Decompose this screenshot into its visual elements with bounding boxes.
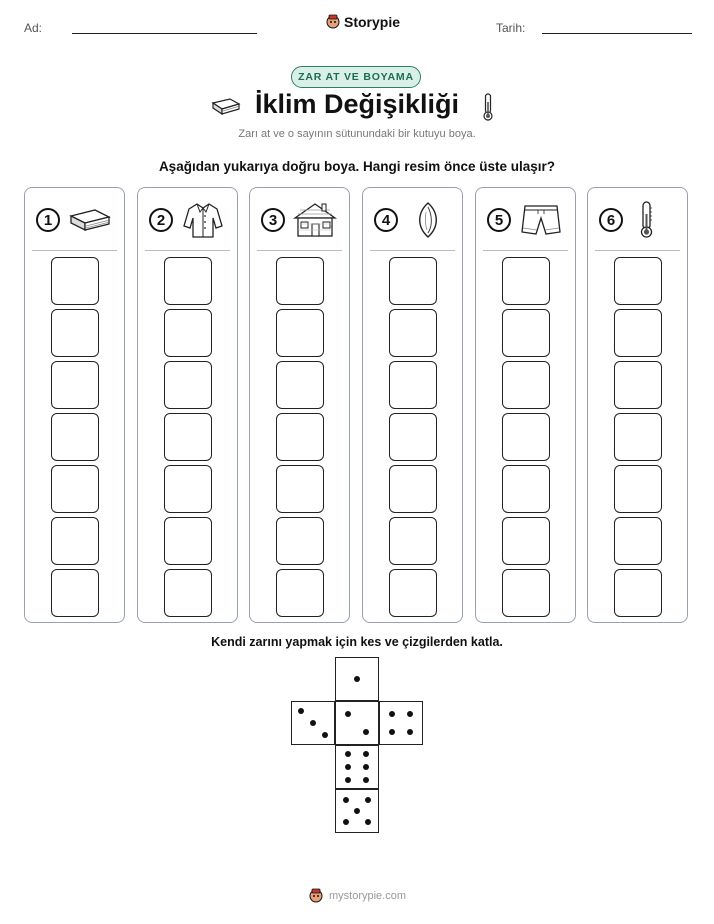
color-box[interactable] [164,465,212,513]
die-pip [354,676,360,682]
color-box[interactable] [389,257,437,305]
color-box[interactable] [389,361,437,409]
column-divider [145,250,230,251]
book-icon [67,200,113,240]
die-face-6 [335,745,379,789]
die-pip [345,711,351,717]
die-pip [365,797,371,803]
subtitle: Zarı at ve o sayının sütunundaki bir kutuyu boya. [238,128,476,140]
footer-url: mystorypie.com [328,890,407,902]
color-box[interactable] [164,517,212,565]
die-face-2 [335,701,379,745]
die-pip [345,751,351,757]
color-box[interactable] [164,569,212,617]
die-pip [343,819,349,825]
die-pip [354,808,360,814]
color-box[interactable] [51,361,99,409]
color-box[interactable] [389,413,437,461]
color-box[interactable] [502,361,550,409]
color-box[interactable] [51,413,99,461]
die-pip [363,764,369,770]
die-face-4 [379,701,423,745]
column-number: 2 [149,208,173,232]
color-box[interactable] [51,257,99,305]
color-box[interactable] [502,465,550,513]
die-pip [407,711,413,717]
color-box[interactable] [502,569,550,617]
color-box[interactable] [276,569,324,617]
house-icon [292,200,338,240]
date-line[interactable] [542,33,692,34]
column-5 [475,187,576,623]
footer [0,888,714,904]
name-line[interactable] [72,33,257,34]
color-box[interactable] [276,517,324,565]
column-6 [587,187,688,623]
die-face-1 [335,657,379,701]
column-2 [137,187,238,623]
column-divider [257,250,342,251]
instruction: Aşağıdan yukarıya doğru boya. Hangi resim önce üste ulaşır? [158,159,556,174]
die-face-5 [335,789,379,833]
column-header [250,188,349,250]
color-box[interactable] [389,465,437,513]
brand-name: Storypie [344,14,401,30]
color-box[interactable] [51,517,99,565]
thermometer-icon [630,200,676,240]
seed-icon [405,200,451,240]
die-pip [389,729,395,735]
column-number: 1 [36,208,60,232]
column-number: 6 [599,208,623,232]
color-box[interactable] [164,413,212,461]
column-number: 3 [261,208,285,232]
column-divider [483,250,568,251]
color-box[interactable] [51,465,99,513]
thermometer-icon [481,92,495,122]
color-box[interactable] [502,517,550,565]
color-box[interactable] [502,309,550,357]
column-divider [370,250,455,251]
column-header [588,188,687,250]
die-pip [363,777,369,783]
color-box[interactable] [614,413,662,461]
date-label: Tarih: [496,21,526,35]
storypie-mascot-icon [326,14,340,30]
color-box[interactable] [164,309,212,357]
color-box[interactable] [51,309,99,357]
column-divider [595,250,680,251]
color-box[interactable] [276,465,324,513]
color-box[interactable] [164,361,212,409]
color-box[interactable] [389,569,437,617]
color-box[interactable] [614,257,662,305]
die-pip [365,819,371,825]
die-pip [310,720,316,726]
die-pip [345,764,351,770]
brand-logo [326,14,400,30]
color-box[interactable] [614,569,662,617]
die-pip [322,732,328,738]
activity-badge: ZAR AT VE BOYAMA [291,66,421,88]
color-box[interactable] [276,309,324,357]
column-4 [362,187,463,623]
color-box[interactable] [614,517,662,565]
color-box[interactable] [389,517,437,565]
color-box[interactable] [276,361,324,409]
die-pip [298,708,304,714]
die-pip [407,729,413,735]
die-face-3 [291,701,335,745]
coat-icon [180,200,226,240]
die-pip [343,797,349,803]
column-3 [249,187,350,623]
die-pip [345,777,351,783]
column-number: 5 [487,208,511,232]
shorts-icon [518,200,564,240]
page-title: İklim Değişikliği [254,89,460,119]
column-header [363,188,462,250]
color-box[interactable] [502,257,550,305]
color-box[interactable] [614,465,662,513]
column-header [138,188,237,250]
cut-instruction: Kendi zarını yapmak için kes ve çizgilerden katla. [211,635,503,649]
column-header [25,188,124,250]
die-pip [389,711,395,717]
storypie-mascot-icon [308,888,324,904]
color-box[interactable] [276,413,324,461]
column-1 [24,187,125,623]
column-number: 4 [374,208,398,232]
column-header [476,188,575,250]
color-box[interactable] [164,257,212,305]
color-box[interactable] [502,413,550,461]
color-box[interactable] [389,309,437,357]
column-divider [32,250,117,251]
color-box[interactable] [614,309,662,357]
color-box[interactable] [276,257,324,305]
name-label: Ad: [24,21,43,35]
die-pip [363,729,369,735]
color-box[interactable] [51,569,99,617]
color-box[interactable] [614,361,662,409]
die-pip [363,751,369,757]
